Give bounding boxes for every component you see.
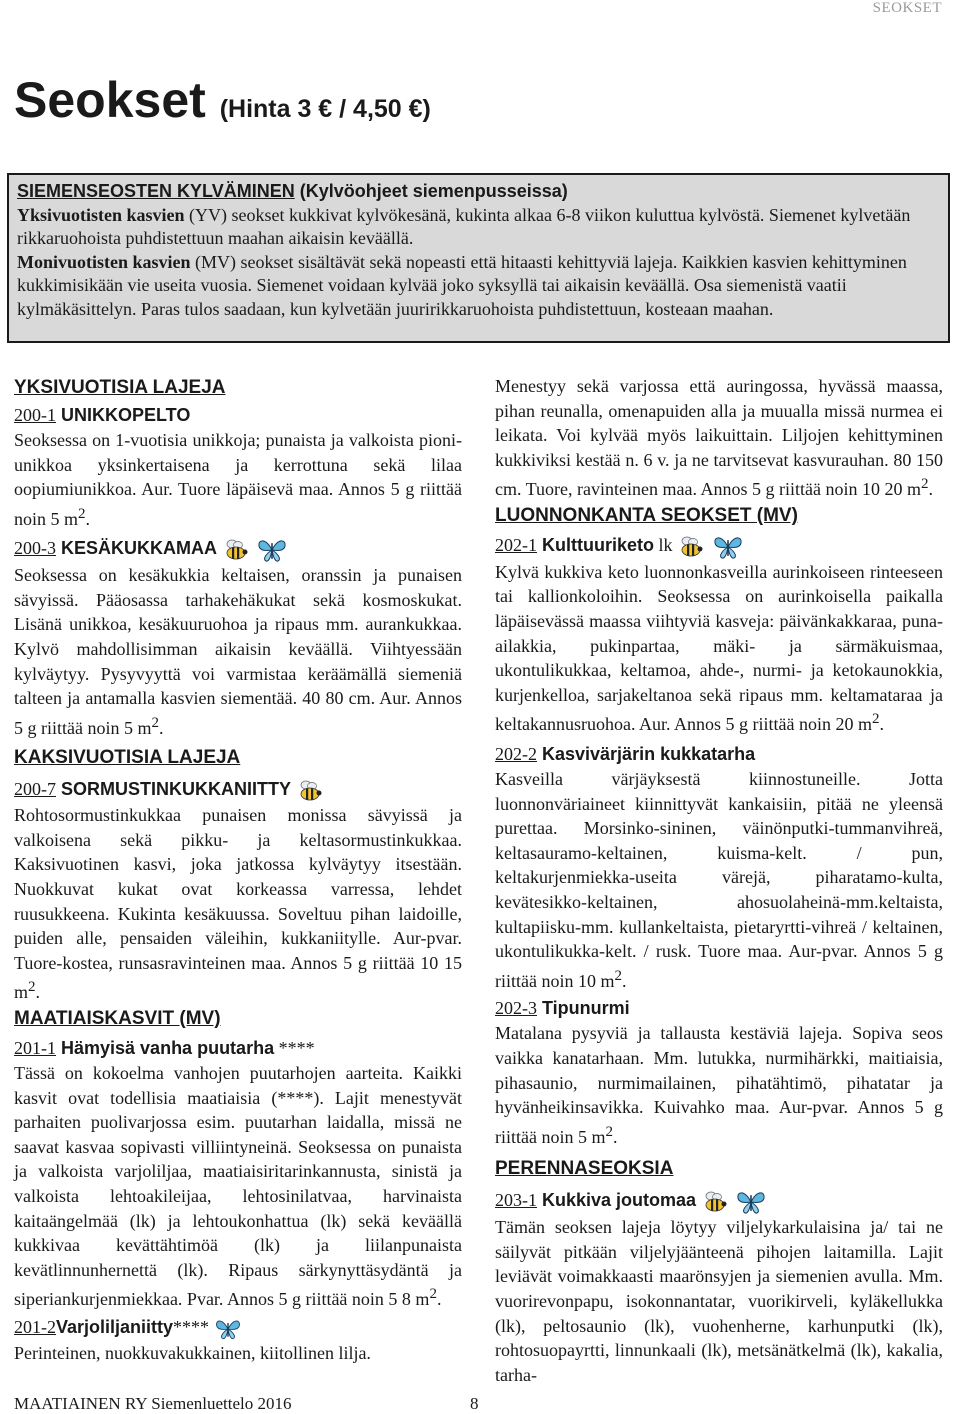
product-description: Seoksessa on kesäkukkia keltaisen, oranssin ja punaisen sävyissä. Pääosassa tarhakehäkukat sekä kosmoskukat. Lisänä unikkoa, kesäkuuruohoa ja ripaus mm. aurankukkaa. Kylvö mahdollisimman aikaisin keväällä. Viihtyessään kylväytyy. Pysyvyyttä voi varmistaa keräämällä siemeniä talteen ja antamalla kasvien siementää. 40 80 cm. Aur. Annos 5 g riittää noin 5 $m^2$. — [14, 565, 462, 738]
product-name: Kulttuuriketo — [537, 534, 654, 555]
bee-icon — [701, 1190, 731, 1214]
product-header — [14, 776, 462, 803]
product-description: Kylvä kukkiva keto luonnonkasveilla aurinkoiseen rinteeseen tai kallionkoloihin. Seoksessa on aurinkoisella paikalla läpäisevässä maassa viihtyviä kasveja: päivänkakkaraa, puna-ailakkia, pukinpartaa, mäki- ja särmäkuismaa, ukontulikukkaa, keltamoa, ahde-, nurmi- ja ketokaunokkia, kurjenkelloa, sarjakeltanoa sekä ripaus mm. keltamataraa ja keltakannusruohoa. Aur. Annos 5 g riittää noin 20 $m^2$. — [495, 561, 943, 735]
heritage-stars: **** — [173, 1316, 210, 1337]
left-column — [14, 374, 462, 1365]
section-heading-perennial-mixes: PERENNASEOKSIA — [495, 1158, 674, 1180]
butterfly-icon — [214, 1317, 242, 1341]
page-number: 8 — [470, 1394, 479, 1413]
product-header — [495, 1187, 943, 1215]
product-code: 203-1 — [495, 1190, 537, 1211]
product-code: 200-7 — [14, 779, 56, 800]
perennials-label: Monivuotisten kasvien — [17, 251, 191, 272]
annuals-instructions — [17, 204, 940, 251]
product-name: Hämyisä vanha puutarha — [56, 1038, 275, 1059]
section-heading-heritage: MAATIAISKASVIT (MV) — [14, 1008, 221, 1030]
infobox-heading-line — [17, 180, 940, 204]
product-description: Matalana pysyviä ja tallausta kestäviä lajeja. Sopiva seos vaikka kanatarhaan. Mm. lutukka, nurmihärkki, maitiaisia, pihasaunio, nurmimailainen, pihatähtimö, pihatatar ja hyvänheikinsavikka. Kuivahko maa. Aur-pvar. Annos 5 g riittää noin 5 $m^2$. — [495, 1023, 943, 1147]
product-header — [14, 1314, 462, 1341]
product-name: SORMUSTINKUKKANIITTY — [56, 779, 291, 800]
butterfly-icon — [712, 534, 744, 560]
product-lk: lk — [654, 534, 673, 555]
product-description: Perinteinen, nuokkuvakukkainen, kiitollinen lilja. — [14, 1342, 371, 1363]
bee-icon — [677, 535, 707, 559]
product-header — [14, 402, 462, 428]
footer: MAATIAINEN RY Siemenluettelo 2016 — [14, 1394, 292, 1413]
butterfly-icon — [256, 537, 288, 563]
product-header — [14, 535, 462, 563]
product-code: 202-2 — [495, 744, 537, 764]
product-name: KESÄKUKKAMAA — [56, 538, 217, 559]
annuals-text: (YV) seokset kukkivat kylvökesänä, kukinta alkaa 6-8 viikon kuluttua kylvöstä. Siemenet kylvetään rikkaruohoista puhdistettuun maahan aikaisin keväällä. — [17, 204, 911, 248]
section-heading-native: LUONNONKANTA SEOKSET (MV) — [495, 504, 798, 526]
perennials-instructions — [17, 251, 940, 322]
section-heading-annuals: YKSIVUOTISIA LAJEJA — [14, 377, 226, 398]
heritage-stars: **** — [274, 1038, 315, 1059]
product-name: UNIKKOPELTO — [56, 405, 191, 425]
infobox-heading-note: (Kylvöohjeet siemenpusseissa) — [294, 181, 568, 201]
page-title — [14, 70, 431, 139]
product-description: Rohtosormustinkukkaa punaisen monissa sävyissä ja valkoisena sekä pikku- ja keltasormustinkukkaa. Kaksivuotinen kasvi, joka jatkossa kylväytyy itsestään. Nuokkuvat kukat ovat korkeassa varressa, lehdet ruusukkeena. Kukinta kesäkuussa. Soveltuu pihan laidoille, puiden alle, pensaiden väleihin, kukkaniitylle. Aur-pvar. Tuore-kostea, runsasravinteinen maa. Annos 5 g riittää 10 15 $m^2$. — [14, 805, 462, 1003]
annuals-label: Yksivuotisten kasvien — [17, 204, 185, 225]
infobox-heading: SIEMENSEOSTEN KYLVÄMINEN — [17, 181, 295, 201]
product-description: Tämän seoksen lajeja löytyy viljelykarkulaisina ja/ tai ne säilyvät pitkään viljelyjäänteenä pihojen laitamilla. Lajit leviävät voimakkaasti maarönsyjen ja siemenien avulla. Mm. vuorirevonpapu, isokonnantatar, vuorikirveli, kyläkellukka (lk), peltosaunio (lk), vuohenherne, karhunputki (lk), rohtosuopayrtti, linnunkaali (lk), metsänätkelmä (lk), kakalia, tarha- — [495, 1217, 943, 1385]
product-header — [495, 532, 943, 560]
product-header — [495, 741, 943, 767]
product-code: 200-3 — [14, 538, 56, 559]
title-text: Seokset — [14, 72, 206, 128]
butterfly-icon — [735, 1189, 767, 1215]
product-description: Seoksessa on 1-vuotisia unikkoja; punaista ja valkoista pioni-unikkoa yksinkertaisena ja kerrottuna sekä lilaa oopiumiunikkoa. Aur. Tuore läpäisevä maa. Annos 5 g riittää noin 5 $m^2$. — [14, 430, 462, 529]
price-text: (Hinta 3 € / 4,50 €) — [219, 95, 431, 123]
product-header — [14, 1035, 462, 1061]
product-code: 200-1 — [14, 405, 56, 425]
product-name: Tipunurmi — [537, 998, 630, 1019]
product-code: 201-1 — [14, 1038, 56, 1059]
product-code: 202-1 — [495, 534, 537, 555]
product-name: Kasvivärjärin kukkatarha — [537, 744, 756, 764]
product-code: 202-3 — [495, 998, 537, 1019]
bee-icon — [296, 779, 326, 803]
section-heading-biennials: KAKSIVUOTISIA LAJEJA — [14, 747, 241, 769]
product-name: Varjoliljaniitty — [56, 1316, 174, 1337]
product-description-continued: Menestyy sekä varjossa että auringossa, hyvässä maassa, pihan reunalla, omenapuiden alla ja muualla missä nurmea ei leikata. Voi kylvää myös laikuittain. Liljojen kehittyminen kukkiviksi kestää n. 6 v. ja ne tarvitsevat kasvurauhan. 80 150 cm. Tuore, ravinteinen maa. Annos 5 g riittää noin 10 20 $m^2$. — [495, 376, 943, 500]
product-header — [495, 995, 943, 1021]
product-description: Kasveilla värjäyksestä kiinnostuneille. Jotta luonnonväriaineet kiinnittyvät kankaisiin, pitää ne yleensä purettaa. Morsinko-sininen, väinönputki-tummanvihreä, keltasauramo-keltainen, kuisma-kelt. / pun, keltakurjenmiekka-useita värejä, piharatamo-kulta, kevätesikko-keltainen, ahosuolaheinä-mm.keltaista, kultapiisku-mm. kullankeltaista, pietaryrtti-vihreä / keltainen, ukontulikukka-kelt. / rusk. Tuore maa. Aur-pvar. Annos 5 g riittää noin 10 $m^2$. — [495, 769, 943, 991]
sowing-instructions-box — [7, 173, 950, 343]
perennials-text: (MV) seokset sisältävät sekä nopeasti että hitaasti kehittyviä lajeja. Kaikkien kasvien kehittyminen kukkimisikään vie useita vuosia. Siemenet voidaan kylvää joko syksyllä tai aikaisin keväällä. Osa siemenistä vaatii kylmäkäsittelyn. Paras tulos saadaan, kun kylvetään juuririkkaruohoista puhdistettuun, kosteaan maahan. — [17, 251, 907, 319]
running-head: SEOKSET — [872, 0, 942, 16]
product-description: Tässä on kokoelma vanhojen puutarhojen aarteita. Kaikki kasvit ovat todellisia maatiaisia (****). Lajit menestyvät parhaiten puolivarjossa esim. puutarhan laidalla, missä ne saavat kasvaa sopivasti villiintyneinä. Seoksessa on punaista ja valkoista varjoliljaa, maatiaisiritarinkannusta, sinistä ja valkoista lehtoakileijaa, lehtosinilatvaa, harvinaista kaitaängelmää (lk) ja lehtoukonhattua (lk) sekä keväällä kukkivaa kevättähtimöä (lk) ja liilanpunaista kevätlinnunhernettä (lk). Ripaus särkynyttäsydäntä ja siperiankurjenmiekkaa. Pvar. Annos 5 g riittää noin 5 8 $m^2$. — [14, 1063, 462, 1310]
product-name: Kukkiva joutomaa — [537, 1190, 697, 1211]
right-column — [495, 374, 943, 1387]
bee-icon — [222, 538, 252, 562]
product-code: 201-2 — [14, 1316, 56, 1337]
